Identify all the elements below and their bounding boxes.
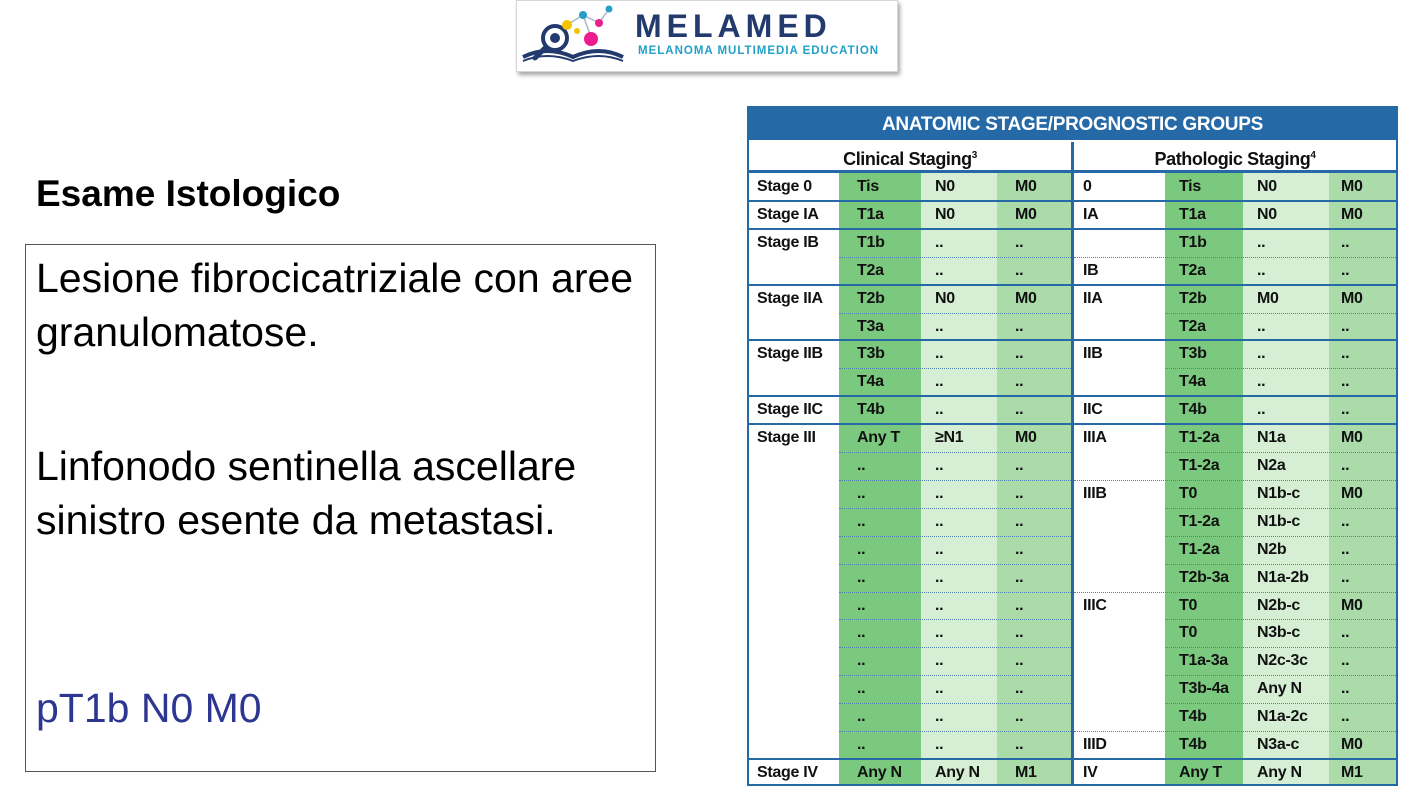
cell-clinical-n: .. [935, 596, 944, 614]
cell-clinical-t: .. [857, 680, 866, 698]
cell-clinical-t: .. [857, 708, 866, 726]
cell-clinical-m: M0 [1015, 178, 1037, 195]
cell-clinical-t: .. [857, 652, 866, 670]
cell-clinical-m: M1 [1015, 763, 1037, 781]
cell-clinical-stage: Stage IB [757, 233, 819, 251]
cell-pathologic-m: .. [1341, 401, 1350, 419]
pathologic-footnote: 4 [1310, 150, 1316, 161]
cell-clinical-stage: Stage IIA [757, 289, 823, 307]
cell-clinical-m: .. [1015, 512, 1024, 530]
cell-pathologic-stage: IIIC [1083, 596, 1107, 614]
cell-clinical-stage: Stage IIC [757, 401, 823, 419]
row-separator [839, 452, 1071, 453]
cell-clinical-n: .. [935, 261, 944, 279]
cell-pathologic-m: .. [1341, 373, 1350, 391]
cell-pathologic-t: T0 [1179, 484, 1198, 502]
cell-pathologic-n: N1b-c [1257, 484, 1300, 502]
cell-pathologic-n: M0 [1257, 289, 1279, 307]
cell-clinical-m: .. [1015, 736, 1024, 753]
cell-pathologic-m: .. [1341, 457, 1350, 474]
cell-clinical-t: .. [857, 484, 866, 502]
cell-pathologic-stage: IIB [1083, 345, 1103, 363]
cell-clinical-t: .. [857, 540, 866, 558]
cell-pathologic-m: .. [1341, 624, 1350, 642]
cell-pathologic-stage: IB [1083, 261, 1099, 279]
cell-pathologic-n: N1b-c [1257, 512, 1300, 530]
cell-clinical-stage: Stage III [757, 429, 816, 447]
cell-pathologic-t: T1b [1179, 233, 1207, 251]
cell-clinical-t: T1a [857, 205, 884, 223]
cell-clinical-stage: Stage 0 [757, 178, 812, 195]
row-separator [839, 592, 1071, 593]
cell-pathologic-t: Any T [1179, 763, 1222, 781]
cell-pathologic-t: Tis [1179, 178, 1201, 195]
cell-clinical-n: .. [935, 708, 944, 726]
cell-pathologic-n: Any N [1257, 763, 1302, 781]
cell-pathologic-n: .. [1257, 317, 1266, 335]
row-separator [839, 675, 1071, 676]
cell-clinical-n: .. [935, 317, 944, 335]
cell-pathologic-t: T0 [1179, 596, 1198, 614]
cell-pathologic-m: M0 [1341, 596, 1363, 614]
cell-clinical-t: Any N [857, 763, 902, 781]
cell-clinical-t: T1b [857, 233, 885, 251]
cell-clinical-stage: Stage IIB [757, 345, 823, 363]
cell-clinical-stage: Stage IA [757, 205, 819, 223]
cell-pathologic-stage: IIA [1083, 289, 1103, 307]
cell-pathologic-n: N2b [1257, 540, 1287, 558]
cell-pathologic-m: .. [1341, 233, 1350, 251]
row-separator [839, 480, 1071, 481]
cell-pathologic-stage: IIC [1083, 401, 1103, 419]
cell-clinical-m: .. [1015, 624, 1024, 642]
row-separator [839, 536, 1071, 537]
cell-pathologic-n: N2b-c [1257, 596, 1300, 614]
cell-clinical-t: T2b [857, 289, 885, 307]
cell-clinical-n: N0 [935, 205, 955, 223]
cell-pathologic-m: M0 [1341, 429, 1363, 447]
cell-pathologic-stage: 0 [1083, 178, 1092, 195]
magnifier-book-molecule-icon [517, 1, 635, 73]
cell-clinical-n: .. [935, 680, 944, 698]
cell-clinical-m: .. [1015, 708, 1024, 726]
cell-pathologic-n: N1a [1257, 429, 1286, 447]
cell-pathologic-n: N2c-3c [1257, 652, 1308, 670]
cell-clinical-t: Any T [857, 429, 900, 447]
clinical-staging-label: Clinical Staging [843, 149, 972, 169]
cell-clinical-m: .. [1015, 401, 1024, 419]
cell-clinical-n: .. [935, 540, 944, 558]
tnm-result: pT1b N0 M0 [36, 685, 262, 731]
cell-pathologic-m: .. [1341, 345, 1350, 363]
cell-pathologic-t: T2b-3a [1179, 568, 1229, 586]
cell-clinical-n: .. [935, 373, 944, 391]
cell-pathologic-t: T1a-3a [1179, 652, 1228, 670]
cell-clinical-t: T2a [857, 261, 884, 279]
cell-pathologic-t: T1a [1179, 205, 1206, 223]
cell-clinical-t: .. [857, 512, 866, 530]
cell-pathologic-m: M0 [1341, 178, 1363, 195]
histology-text-box [25, 244, 656, 772]
cell-pathologic-n: N1a-2c [1257, 708, 1308, 726]
cell-clinical-t: Tis [857, 178, 879, 195]
pathologic-staging-header [1074, 142, 1396, 170]
cell-pathologic-n: .. [1257, 261, 1266, 279]
lesion-description: Lesione fibrocicatriziale con aree granulomatose. [36, 255, 634, 355]
cell-clinical-m: .. [1015, 373, 1024, 391]
cell-clinical-t: .. [857, 624, 866, 642]
cell-clinical-n: N0 [935, 289, 955, 307]
cell-pathologic-t: T2a [1179, 261, 1206, 279]
cell-clinical-n: .. [935, 736, 944, 753]
cell-clinical-m: .. [1015, 345, 1024, 363]
cell-clinical-n: .. [935, 652, 944, 670]
cell-clinical-n: .. [935, 512, 944, 530]
cell-pathologic-m: .. [1341, 540, 1350, 558]
cell-pathologic-t: T1-2a [1179, 512, 1220, 530]
cell-pathologic-n: N3b-c [1257, 624, 1300, 642]
cell-pathologic-n: .. [1257, 401, 1266, 419]
cell-pathologic-m: .. [1341, 512, 1350, 530]
cell-pathologic-n: .. [1257, 345, 1266, 363]
cell-pathologic-m: .. [1341, 317, 1350, 335]
cell-clinical-t: T3b [857, 345, 885, 363]
cell-pathologic-stage: IIIA [1083, 429, 1107, 447]
cell-pathologic-t: T4b [1179, 736, 1207, 753]
cell-pathologic-n: N0 [1257, 205, 1277, 223]
cell-pathologic-t: T4b [1179, 401, 1207, 419]
cell-clinical-n: .. [935, 401, 944, 419]
cell-pathologic-m: M0 [1341, 289, 1363, 307]
cell-pathologic-t: T2b [1179, 289, 1207, 307]
cell-pathologic-m: .. [1341, 708, 1350, 726]
cell-clinical-m: .. [1015, 457, 1024, 474]
cell-clinical-t: .. [857, 596, 866, 614]
cell-clinical-t: T3a [857, 317, 884, 335]
logo-tagline: MELANOMA MULTIMEDIA EDUCATION [638, 45, 880, 57]
cell-pathologic-n: N1a-2b [1257, 568, 1309, 586]
cell-clinical-m: .. [1015, 568, 1024, 586]
cell-clinical-m: .. [1015, 596, 1024, 614]
melamed-logo [516, 0, 898, 72]
cell-pathologic-t: T4b [1179, 708, 1207, 726]
cell-clinical-n: .. [935, 233, 944, 251]
cell-pathologic-t: T0 [1179, 624, 1198, 642]
cell-clinical-t: T4a [857, 373, 884, 391]
lymph-node-description: Linfonodo sentinella ascellare sinistro esente da metastasi. [36, 443, 577, 543]
cell-pathologic-n: Any N [1257, 680, 1302, 698]
cell-pathologic-n: N2a [1257, 457, 1286, 474]
cell-pathologic-m: M0 [1341, 736, 1363, 753]
cell-pathologic-t: T1-2a [1179, 457, 1220, 474]
cell-pathologic-m: .. [1341, 680, 1350, 698]
row-separator [839, 703, 1071, 704]
cell-clinical-m: M0 [1015, 429, 1037, 447]
clinical-footnote: 3 [971, 150, 977, 161]
cell-clinical-t: .. [857, 568, 866, 586]
cell-pathologic-m: M0 [1341, 205, 1363, 223]
cell-clinical-m: .. [1015, 484, 1024, 502]
cell-pathologic-t: T3b [1179, 345, 1207, 363]
cell-pathologic-t: T2a [1179, 317, 1206, 335]
cell-pathologic-m: .. [1341, 261, 1350, 279]
cell-pathologic-m: M1 [1341, 763, 1363, 781]
cell-clinical-m: .. [1015, 317, 1024, 335]
cell-clinical-t: T4b [857, 401, 885, 419]
cell-pathologic-t: T4a [1179, 373, 1206, 391]
cell-pathologic-n: .. [1257, 373, 1266, 391]
cell-pathologic-t: T1-2a [1179, 540, 1220, 558]
cell-clinical-m: .. [1015, 680, 1024, 698]
cell-pathologic-t: T3b-4a [1179, 680, 1229, 698]
cell-clinical-m: .. [1015, 540, 1024, 558]
cell-pathologic-m: .. [1341, 568, 1350, 586]
cell-clinical-m: .. [1015, 261, 1024, 279]
row-separator [839, 508, 1071, 509]
cell-pathologic-stage: IIIB [1083, 484, 1107, 502]
cell-pathologic-n: N0 [1257, 178, 1277, 195]
pathologic-staging-label: Pathologic Staging [1154, 149, 1311, 169]
cell-pathologic-stage: IIID [1083, 736, 1107, 753]
cell-pathologic-m: M0 [1341, 484, 1363, 502]
cell-clinical-m: M0 [1015, 289, 1037, 307]
cell-clinical-m: M0 [1015, 205, 1037, 223]
cell-clinical-t: .. [857, 457, 866, 474]
cell-pathologic-n: .. [1257, 233, 1266, 251]
staging-table [747, 106, 1398, 786]
table-title: ANATOMIC STAGE/PROGNOSTIC GROUPS [749, 108, 1396, 140]
section-heading: Esame Istologico [36, 173, 341, 214]
cell-pathologic-stage: IA [1083, 205, 1099, 223]
cell-pathologic-stage: IV [1083, 763, 1098, 781]
cell-clinical-m: .. [1015, 652, 1024, 670]
cell-clinical-n: .. [935, 484, 944, 502]
cell-pathologic-m: .. [1341, 652, 1350, 670]
cell-clinical-n: .. [935, 624, 944, 642]
cell-clinical-n: Any N [935, 763, 980, 781]
cell-pathologic-n: N3a-c [1257, 736, 1300, 753]
cell-clinical-n: N0 [935, 178, 955, 195]
cell-clinical-t: .. [857, 736, 866, 753]
row-separator [839, 647, 1071, 648]
cell-clinical-stage: Stage IV [757, 763, 818, 781]
column-divider [1071, 142, 1074, 786]
cell-clinical-n: ≥N1 [935, 429, 964, 447]
row-separator [839, 731, 1071, 732]
cell-pathologic-t: T1-2a [1179, 429, 1220, 447]
cell-clinical-n: .. [935, 345, 944, 363]
row-separator [839, 619, 1071, 620]
cell-clinical-m: .. [1015, 233, 1024, 251]
cell-clinical-n: .. [935, 457, 944, 474]
clinical-staging-header [749, 142, 1071, 170]
row-separator [839, 564, 1071, 565]
cell-clinical-n: .. [935, 568, 944, 586]
logo-brand: MELAMED [635, 8, 832, 44]
